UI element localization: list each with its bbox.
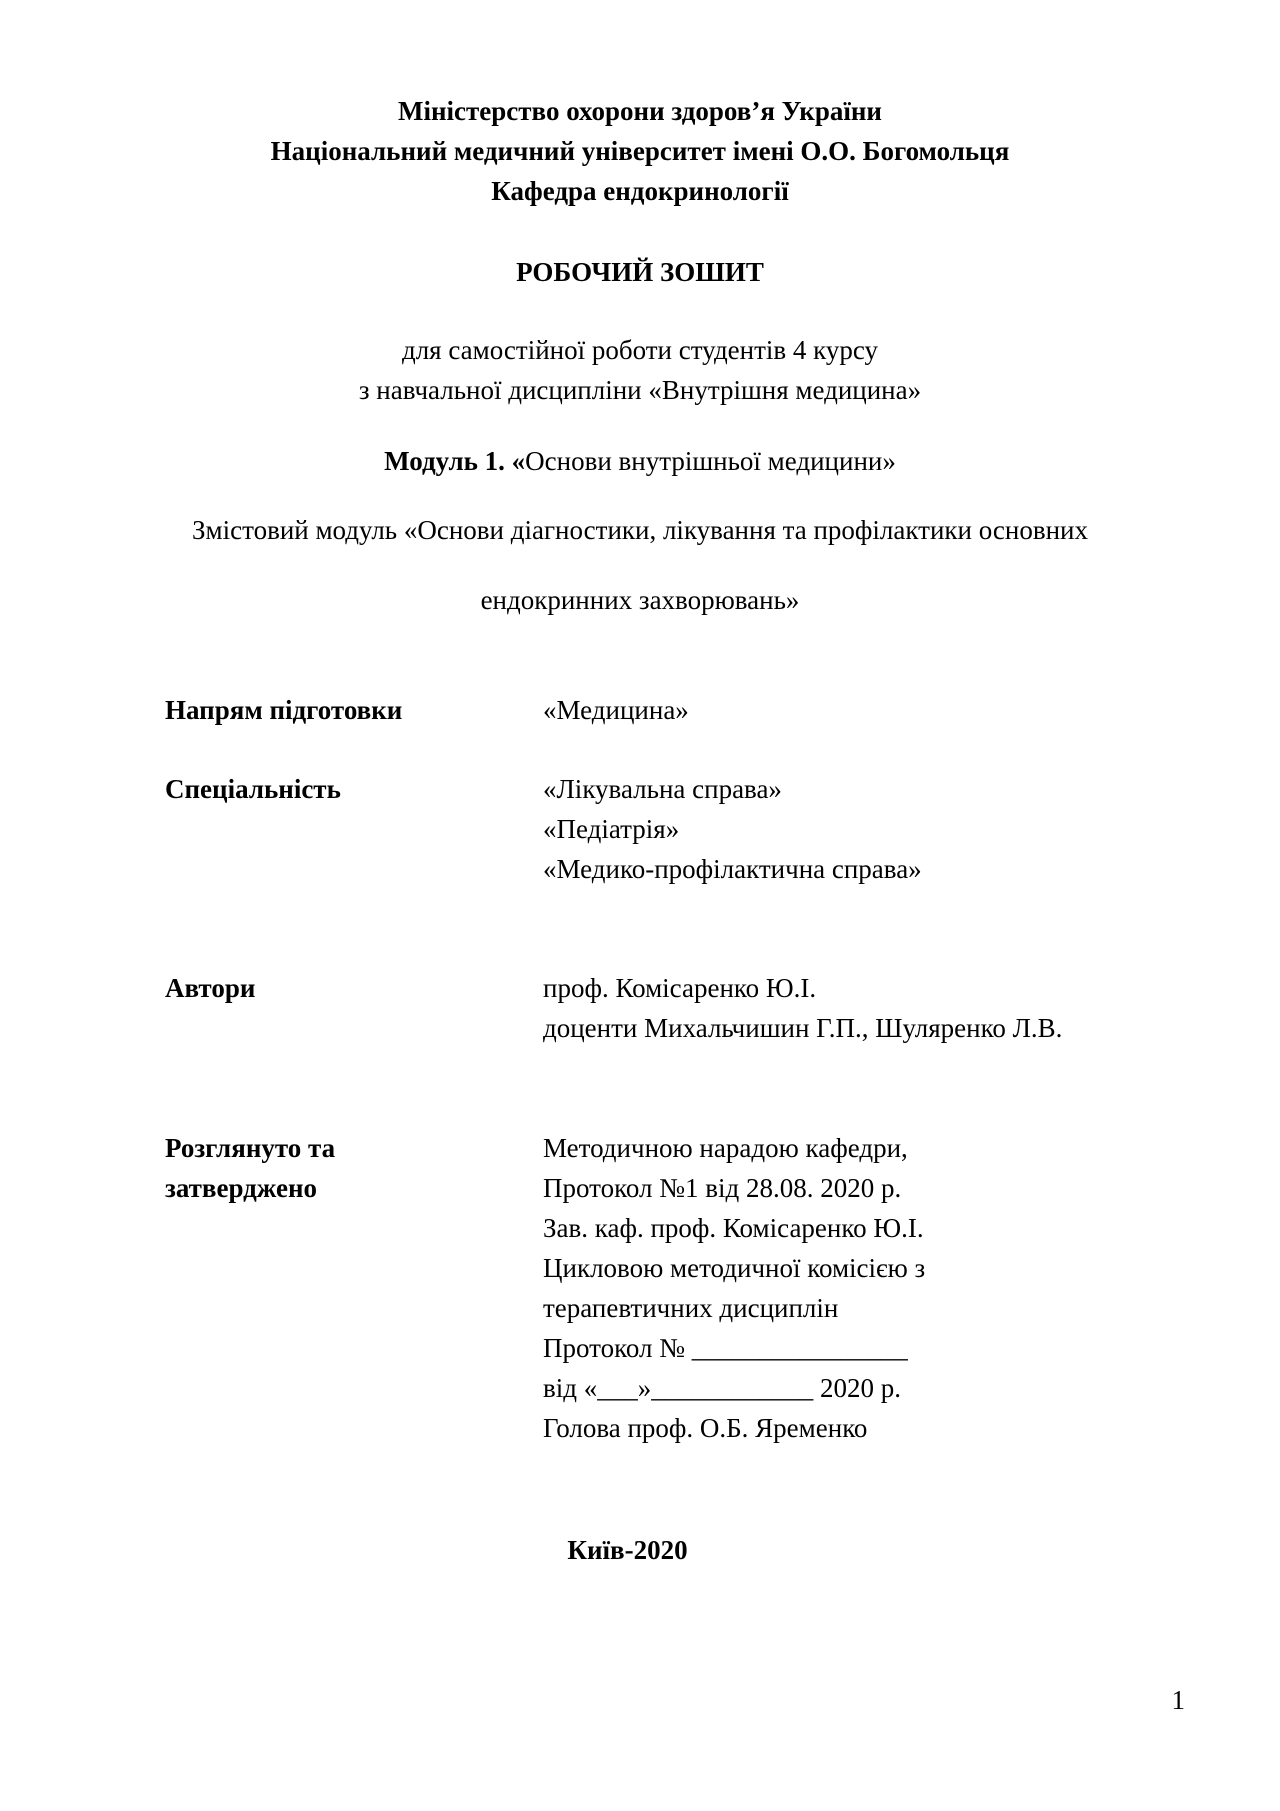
university-heading: Національний медичний університет імені О.О. Богомольця (270, 136, 1010, 166)
city-year: Київ-2020 (567, 1535, 688, 1565)
specialty-value: «Педіатрія» (543, 814, 680, 844)
subtitle-line-2: з навчальної дисципліни «Внутрішня медицина» (358, 375, 922, 405)
specialty-value: «Медико-профілактична справа» (543, 854, 922, 884)
module-prefix: Модуль 1. « (384, 446, 526, 476)
specialty-value: «Лікувальна справа» (543, 774, 782, 804)
document-title: РОБОЧИЙ ЗОШИТ (516, 257, 764, 287)
module-line (0, 441, 1280, 481)
approval-line: терапевтичних дисциплін (543, 1293, 839, 1323)
approval-line: Цикловою методичної комісією з (543, 1253, 926, 1283)
approval-line: Методичною нарадою кафедри, (543, 1133, 908, 1163)
department-heading: Кафедра ендокринології (491, 176, 789, 206)
content-module-line-2: ендокринних захворювань» (480, 585, 800, 615)
approval-line: Голова проф. О.Б. Яременко (543, 1413, 868, 1443)
approved-label-line-1: Розглянуто та (165, 1133, 336, 1163)
direction-value: «Медицина» (543, 695, 689, 725)
approval-line: від «___»____________ 2020 р. (543, 1373, 901, 1403)
subtitle-line-1: для самостійної роботи студентів 4 курсу (401, 335, 879, 365)
specialty-label: Спеціальність (165, 774, 341, 804)
direction-label: Напрям підготовки (165, 695, 403, 725)
ministry-heading: Міністерство охорони здоров’я України (398, 96, 882, 126)
content-module-line-1: Змістовий модуль «Основи діагностики, лікування та профілактики основних (192, 515, 1088, 545)
page-number: 1 (1171, 1685, 1185, 1715)
author-entry: проф. Комісаренко Ю.І. (543, 973, 817, 1003)
approval-line: Протокол № ________________ (543, 1333, 908, 1363)
approval-line: Протокол №1 від 28.08. 2020 р. (543, 1173, 902, 1203)
author-entry: доценти Михальчишин Г.П., Шуляренко Л.В. (543, 1013, 1063, 1043)
module-name: Основи внутрішньої медицини» (525, 446, 896, 476)
authors-label: Автори (165, 973, 256, 1003)
approval-line: Зав. каф. проф. Комісаренко Ю.І. (543, 1213, 924, 1243)
approved-label-line-2: затверджено (165, 1173, 318, 1203)
